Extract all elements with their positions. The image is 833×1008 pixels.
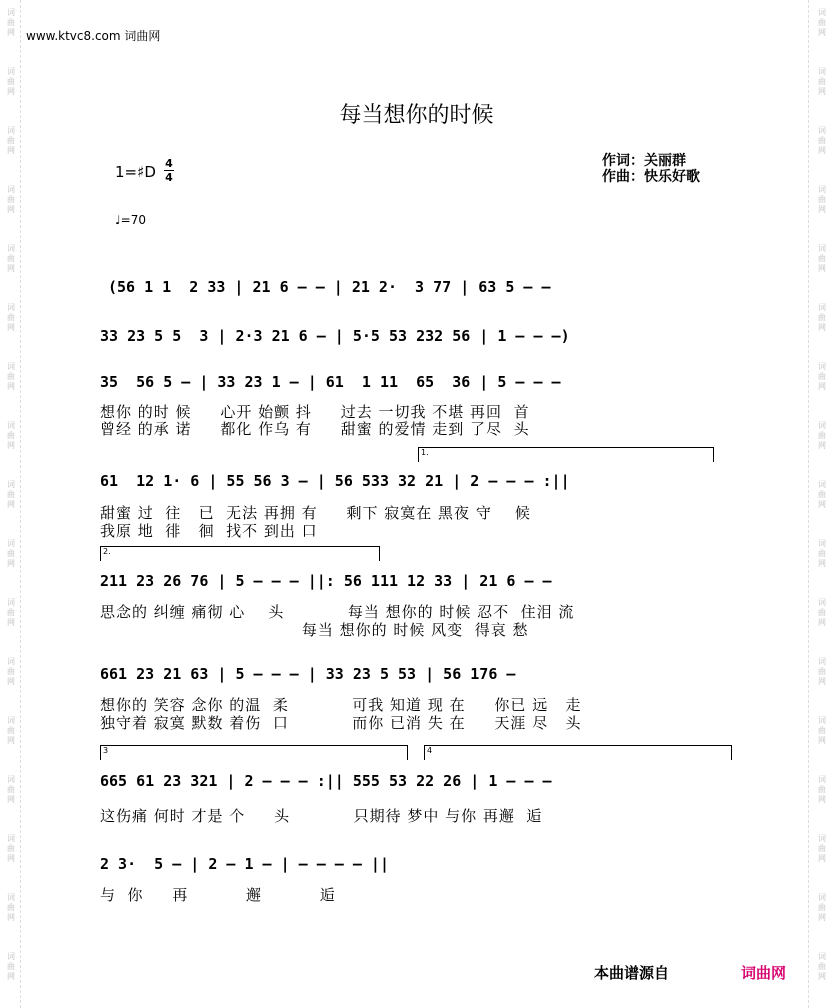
watermark-left [4, 0, 18, 1008]
lyrics-row-8: 与 你 再 邂 逅 [100, 886, 336, 904]
watermark-glyph: 词 曲 网 [818, 480, 826, 509]
watermark-glyph: 词 曲 网 [818, 244, 826, 273]
lyrics-row-6-verse-1: 想你的 笑容 念你 的温 柔 可我 知道 现 在 你已 远 走 [100, 696, 582, 714]
lyrics-row-4-verse-1: 甜蜜 过 往 已 无法 再拥 有 剩下 寂寞在 黑夜 守 候 [100, 504, 531, 522]
watermark-glyph: 词 曲 网 [7, 421, 15, 450]
watermark-glyph: 词 曲 网 [818, 185, 826, 214]
watermark-glyph: 词 曲 网 [818, 362, 826, 391]
notation-row-4: 61 12 1· 6 | 55 56 3 – | 56 533 32 21 | 2 – – – :|| [100, 472, 570, 490]
watermark-glyph: 词 曲 网 [7, 126, 15, 155]
watermark-glyph: 词 曲 网 [818, 303, 826, 332]
lyrics-row-7: 这伤痛 何时 才是 个 头 只期待 梦中 与你 再邂 逅 [100, 807, 543, 825]
watermark-glyph: 词 曲 网 [818, 952, 826, 981]
lyrics-row-6-verse-2: 独守着 寂寞 默数 着伤 口 而你 已消 失 在 天涯 尽 头 [100, 714, 582, 732]
song-title: 每当想你的时候 [339, 103, 494, 128]
notation-row-8: 2 3· 5 – | 2 – 1 – | – – – – || [100, 855, 389, 873]
volta-4: 4 [424, 745, 732, 760]
lyricist: 作词：关丽群 [602, 153, 686, 169]
site-url[interactable]: www.ktvc8.com 词曲网 [26, 29, 161, 43]
notation-row-1: (56 1 1 2 33 | 21 6 – – | 21 2· 3 77 | 63 5 – – [108, 278, 551, 296]
key-signature: 1=♯D [115, 163, 156, 181]
watermark-glyph: 词 曲 网 [7, 952, 15, 981]
lyrics-row-3-verse-1: 想你 的时 候 心开 始颤 抖 过去 一切我 不堪 再回 首 [100, 403, 530, 421]
watermark-glyph: 词 曲 网 [7, 67, 15, 96]
margin-line-right [808, 0, 809, 1008]
notation-row-6: 661 23 21 63 | 5 – – – | 33 23 5 53 | 56 176 – [100, 665, 516, 683]
watermark-glyph: 词 曲 网 [818, 657, 826, 686]
composer: 作曲：快乐好歌 [602, 169, 700, 185]
volta-1: 1. [418, 447, 714, 462]
watermark-glyph: 词 曲 网 [818, 775, 826, 804]
watermark-glyph: 词 曲 网 [7, 775, 15, 804]
lyrics-row-3-verse-2: 曾经 的承 诺 都化 作乌 有 甜蜜 的爱情 走到 了尽 头 [100, 420, 530, 438]
watermark-right [815, 0, 829, 1008]
watermark-glyph: 词 曲 网 [7, 8, 15, 37]
watermark-glyph: 词 曲 网 [7, 244, 15, 273]
source-label: 本曲谱源自 [594, 964, 670, 982]
watermark-glyph: 词 曲 网 [7, 539, 15, 568]
notation-row-3: 35 56 5 – | 33 23 1 – | 61 1 11 65 36 | 5 – – – [100, 373, 561, 391]
watermark-glyph: 词 曲 网 [818, 8, 826, 37]
lyrics-row-4-verse-2: 我原 地 徘 徊 找不 到出 口 [100, 522, 318, 540]
notation-row-7: 665 61 23 321 | 2 – – – :|| 555 53 22 26 | 1 – – – [100, 772, 552, 790]
watermark-glyph: 词 曲 网 [7, 657, 15, 686]
watermark-glyph: 词 曲 网 [818, 539, 826, 568]
watermark-glyph: 词 曲 网 [7, 716, 15, 745]
watermark-glyph: 词 曲 网 [7, 834, 15, 863]
watermark-glyph: 词 曲 网 [7, 480, 15, 509]
notation-row-2: 33 23 5 5 3 | 2·3 21 6 – | 5·5 53 232 56 | 1 – – –) [100, 327, 570, 345]
lyrics-row-5-verse-2: 每当 想你的 时候 风变 得哀 愁 [100, 621, 529, 639]
watermark-glyph: 词 曲 网 [818, 598, 826, 627]
margin-line-left [20, 0, 21, 1008]
notation-row-5: 211 23 26 76 | 5 – – – ||: 56 111 12 33 | 21 6 – – [100, 572, 552, 590]
brand-logo[interactable]: 词曲网 [741, 964, 787, 982]
tempo-marking: ♩=70 [115, 213, 146, 227]
watermark-glyph: 词 曲 网 [818, 67, 826, 96]
watermark-glyph: 词 曲 网 [818, 126, 826, 155]
volta-2: 2. [100, 546, 380, 561]
watermark-glyph: 词 曲 网 [7, 893, 15, 922]
watermark-glyph: 词 曲 网 [7, 303, 15, 332]
volta-3: 3 [100, 745, 408, 760]
watermark-glyph: 词 曲 网 [7, 598, 15, 627]
time-signature: 4 4 [165, 157, 173, 184]
watermark-glyph: 词 曲 网 [818, 421, 826, 450]
watermark-glyph: 词 曲 网 [818, 834, 826, 863]
lyrics-row-5-verse-1: 思念的 纠缠 痛彻 心 头 每当 想你的 时候 忍不 住泪 流 [100, 603, 575, 621]
watermark-glyph: 词 曲 网 [818, 893, 826, 922]
watermark-glyph: 词 曲 网 [818, 716, 826, 745]
watermark-glyph: 词 曲 网 [7, 362, 15, 391]
watermark-glyph: 词 曲 网 [7, 185, 15, 214]
